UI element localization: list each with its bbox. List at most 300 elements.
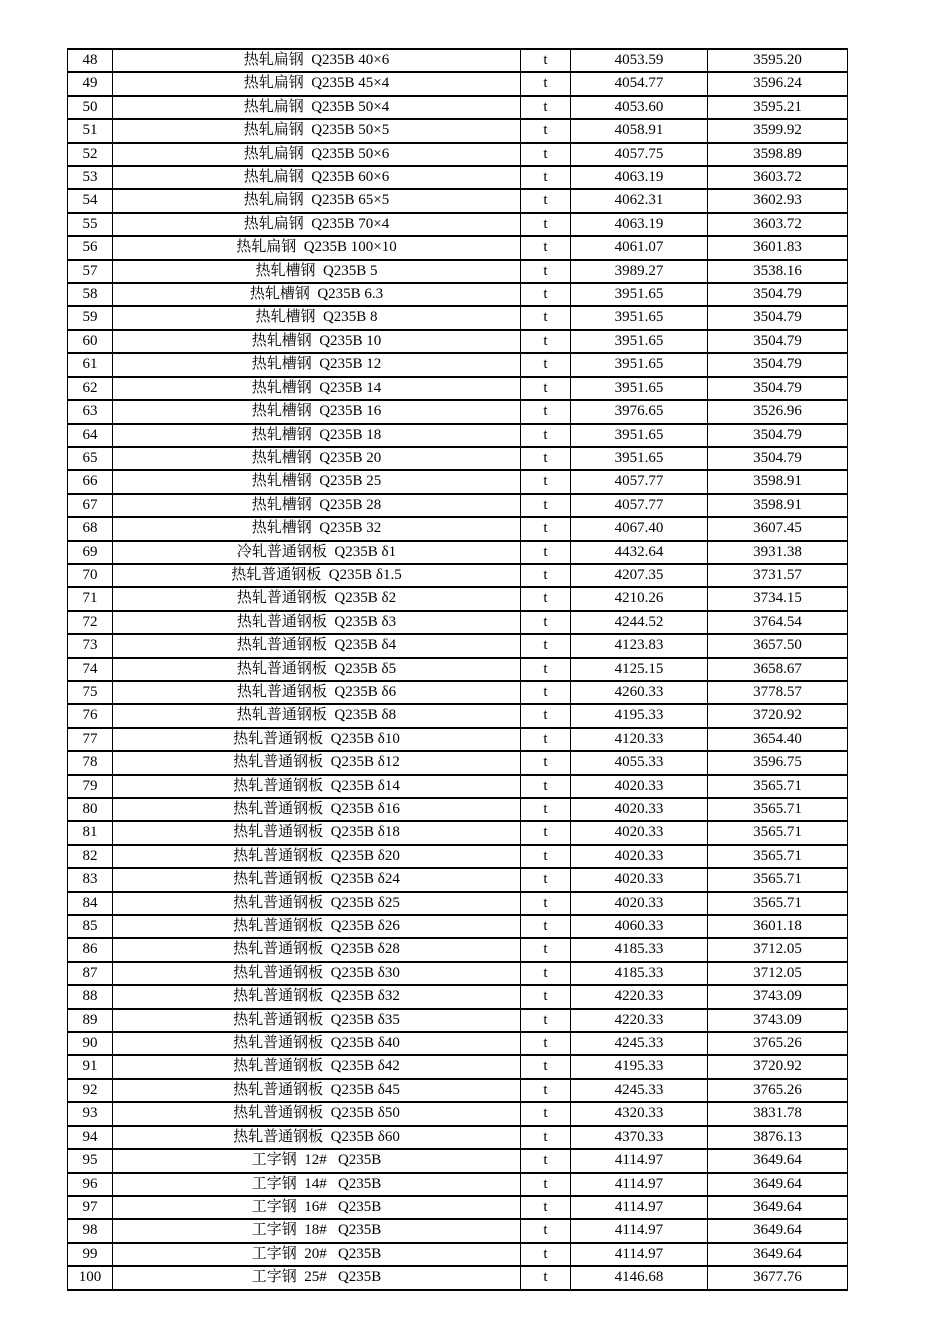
table-row bbox=[68, 306, 848, 329]
table-row bbox=[68, 72, 848, 95]
price-1-cell: 3951.65 bbox=[571, 283, 708, 306]
material-spec-cell: 热轧扁钢 Q235B 70×4 bbox=[113, 213, 521, 236]
row-number-cell: 90 bbox=[68, 1032, 113, 1055]
price-2-cell: 3720.92 bbox=[708, 704, 848, 727]
price-2-cell: 3734.15 bbox=[708, 587, 848, 610]
table-row bbox=[68, 1196, 848, 1219]
row-number-cell: 56 bbox=[68, 236, 113, 259]
material-spec-cell: 热轧槽钢 Q235B 5 bbox=[113, 260, 521, 283]
material-spec-cell: 热轧槽钢 Q235B 28 bbox=[113, 494, 521, 517]
table-row bbox=[68, 704, 848, 727]
row-number-cell: 69 bbox=[68, 541, 113, 564]
price-2-cell: 3565.71 bbox=[708, 798, 848, 821]
table-row bbox=[68, 377, 848, 400]
material-spec-cell: 工字钢 20# Q235B bbox=[113, 1243, 521, 1266]
row-number-cell: 71 bbox=[68, 587, 113, 610]
unit-cell: t bbox=[521, 330, 571, 353]
price-1-cell: 4220.33 bbox=[571, 985, 708, 1008]
row-number-cell: 84 bbox=[68, 892, 113, 915]
material-spec-cell: 热轧槽钢 Q235B 10 bbox=[113, 330, 521, 353]
price-2-cell: 3598.89 bbox=[708, 143, 848, 166]
price-1-cell: 4020.33 bbox=[571, 892, 708, 915]
price-2-cell: 3778.57 bbox=[708, 681, 848, 704]
price-2-cell: 3504.79 bbox=[708, 306, 848, 329]
table-row bbox=[68, 587, 848, 610]
unit-cell: t bbox=[521, 353, 571, 376]
price-2-cell: 3657.50 bbox=[708, 634, 848, 657]
price-1-cell: 3976.65 bbox=[571, 400, 708, 423]
price-1-cell: 4053.59 bbox=[571, 49, 708, 72]
row-number-cell: 98 bbox=[68, 1219, 113, 1242]
price-2-cell: 3677.76 bbox=[708, 1266, 848, 1289]
material-spec-cell: 热轧普通钢板 Q235B δ30 bbox=[113, 962, 521, 985]
row-number-cell: 65 bbox=[68, 447, 113, 470]
table-row bbox=[68, 49, 848, 72]
table-row bbox=[68, 119, 848, 142]
table-row bbox=[68, 798, 848, 821]
material-spec-cell: 热轧普通钢板 Q235B δ8 bbox=[113, 704, 521, 727]
price-table-body bbox=[68, 49, 848, 1290]
table-row bbox=[68, 915, 848, 938]
row-number-cell: 73 bbox=[68, 634, 113, 657]
material-spec-cell: 热轧普通钢板 Q235B δ2 bbox=[113, 587, 521, 610]
material-spec-cell: 工字钢 25# Q235B bbox=[113, 1266, 521, 1289]
unit-cell: t bbox=[521, 189, 571, 212]
material-spec-cell: 热轧普通钢板 Q235B δ18 bbox=[113, 821, 521, 844]
unit-cell: t bbox=[521, 1009, 571, 1032]
material-spec-cell: 热轧扁钢 Q235B 100×10 bbox=[113, 236, 521, 259]
table-row bbox=[68, 1149, 848, 1172]
row-number-cell: 87 bbox=[68, 962, 113, 985]
unit-cell: t bbox=[521, 119, 571, 142]
table-row bbox=[68, 236, 848, 259]
row-number-cell: 82 bbox=[68, 845, 113, 868]
row-number-cell: 94 bbox=[68, 1126, 113, 1149]
price-1-cell: 4260.33 bbox=[571, 681, 708, 704]
price-2-cell: 3598.91 bbox=[708, 470, 848, 493]
row-number-cell: 58 bbox=[68, 283, 113, 306]
unit-cell: t bbox=[521, 72, 571, 95]
unit-cell: t bbox=[521, 962, 571, 985]
table-row bbox=[68, 283, 848, 306]
price-2-cell: 3764.54 bbox=[708, 611, 848, 634]
table-row bbox=[68, 564, 848, 587]
price-2-cell: 3601.83 bbox=[708, 236, 848, 259]
material-spec-cell: 热轧普通钢板 Q235B δ16 bbox=[113, 798, 521, 821]
price-2-cell: 3712.05 bbox=[708, 938, 848, 961]
row-number-cell: 77 bbox=[68, 728, 113, 751]
price-2-cell: 3565.71 bbox=[708, 775, 848, 798]
price-1-cell: 4057.75 bbox=[571, 143, 708, 166]
price-2-cell: 3504.79 bbox=[708, 424, 848, 447]
table-row bbox=[68, 634, 848, 657]
price-2-cell: 3504.79 bbox=[708, 283, 848, 306]
price-1-cell: 4114.97 bbox=[571, 1173, 708, 1196]
price-1-cell: 4125.15 bbox=[571, 658, 708, 681]
unit-cell: t bbox=[521, 447, 571, 470]
table-row bbox=[68, 658, 848, 681]
table-row bbox=[68, 821, 848, 844]
unit-cell: t bbox=[521, 166, 571, 189]
price-2-cell: 3595.21 bbox=[708, 96, 848, 119]
table-row bbox=[68, 400, 848, 423]
row-number-cell: 60 bbox=[68, 330, 113, 353]
table-row bbox=[68, 330, 848, 353]
material-spec-cell: 热轧普通钢板 Q235B δ10 bbox=[113, 728, 521, 751]
price-2-cell: 3595.20 bbox=[708, 49, 848, 72]
row-number-cell: 50 bbox=[68, 96, 113, 119]
material-spec-cell: 热轧普通钢板 Q235B δ50 bbox=[113, 1102, 521, 1125]
material-spec-cell: 热轧普通钢板 Q235B δ20 bbox=[113, 845, 521, 868]
table-row bbox=[68, 447, 848, 470]
table-row bbox=[68, 1055, 848, 1078]
price-1-cell: 4114.97 bbox=[571, 1149, 708, 1172]
unit-cell: t bbox=[521, 517, 571, 540]
row-number-cell: 91 bbox=[68, 1055, 113, 1078]
material-spec-cell: 热轧扁钢 Q235B 60×6 bbox=[113, 166, 521, 189]
unit-cell: t bbox=[521, 564, 571, 587]
unit-cell: t bbox=[521, 1243, 571, 1266]
row-number-cell: 70 bbox=[68, 564, 113, 587]
price-1-cell: 3951.65 bbox=[571, 353, 708, 376]
unit-cell: t bbox=[521, 1173, 571, 1196]
price-1-cell: 4067.40 bbox=[571, 517, 708, 540]
price-2-cell: 3602.93 bbox=[708, 189, 848, 212]
price-2-cell: 3876.13 bbox=[708, 1126, 848, 1149]
price-1-cell: 4185.33 bbox=[571, 962, 708, 985]
material-spec-cell: 热轧普通钢板 Q235B δ35 bbox=[113, 1009, 521, 1032]
price-2-cell: 3596.75 bbox=[708, 751, 848, 774]
material-spec-cell: 热轧普通钢板 Q235B δ60 bbox=[113, 1126, 521, 1149]
table-row bbox=[68, 213, 848, 236]
price-1-cell: 4114.97 bbox=[571, 1219, 708, 1242]
material-spec-cell: 热轧槽钢 Q235B 14 bbox=[113, 377, 521, 400]
price-2-cell: 3712.05 bbox=[708, 962, 848, 985]
material-spec-cell: 热轧普通钢板 Q235B δ26 bbox=[113, 915, 521, 938]
price-1-cell: 4244.52 bbox=[571, 611, 708, 634]
price-1-cell: 4053.60 bbox=[571, 96, 708, 119]
unit-cell: t bbox=[521, 470, 571, 493]
unit-cell: t bbox=[521, 798, 571, 821]
unit-cell: t bbox=[521, 306, 571, 329]
material-spec-cell: 工字钢 16# Q235B bbox=[113, 1196, 521, 1219]
row-number-cell: 96 bbox=[68, 1173, 113, 1196]
row-number-cell: 80 bbox=[68, 798, 113, 821]
price-2-cell: 3649.64 bbox=[708, 1149, 848, 1172]
price-1-cell: 4020.33 bbox=[571, 821, 708, 844]
unit-cell: t bbox=[521, 1055, 571, 1078]
price-1-cell: 4054.77 bbox=[571, 72, 708, 95]
row-number-cell: 81 bbox=[68, 821, 113, 844]
row-number-cell: 88 bbox=[68, 985, 113, 1008]
unit-cell: t bbox=[521, 704, 571, 727]
unit-cell: t bbox=[521, 1149, 571, 1172]
row-number-cell: 78 bbox=[68, 751, 113, 774]
price-1-cell: 4146.68 bbox=[571, 1266, 708, 1289]
material-spec-cell: 热轧槽钢 Q235B 16 bbox=[113, 400, 521, 423]
row-number-cell: 57 bbox=[68, 260, 113, 283]
price-1-cell: 4120.33 bbox=[571, 728, 708, 751]
price-2-cell: 3649.64 bbox=[708, 1219, 848, 1242]
table-row bbox=[68, 143, 848, 166]
table-row bbox=[68, 424, 848, 447]
row-number-cell: 64 bbox=[68, 424, 113, 447]
price-1-cell: 4320.33 bbox=[571, 1102, 708, 1125]
row-number-cell: 97 bbox=[68, 1196, 113, 1219]
price-2-cell: 3649.64 bbox=[708, 1243, 848, 1266]
material-spec-cell: 热轧普通钢板 Q235B δ12 bbox=[113, 751, 521, 774]
price-1-cell: 3989.27 bbox=[571, 260, 708, 283]
price-1-cell: 4055.33 bbox=[571, 751, 708, 774]
material-spec-cell: 工字钢 14# Q235B bbox=[113, 1173, 521, 1196]
price-2-cell: 3765.26 bbox=[708, 1032, 848, 1055]
material-spec-cell: 热轧普通钢板 Q235B δ28 bbox=[113, 938, 521, 961]
row-number-cell: 68 bbox=[68, 517, 113, 540]
price-1-cell: 3951.65 bbox=[571, 424, 708, 447]
unit-cell: t bbox=[521, 868, 571, 891]
material-spec-cell: 热轧扁钢 Q235B 50×4 bbox=[113, 96, 521, 119]
row-number-cell: 53 bbox=[68, 166, 113, 189]
unit-cell: t bbox=[521, 494, 571, 517]
price-2-cell: 3658.67 bbox=[708, 658, 848, 681]
price-1-cell: 4220.33 bbox=[571, 1009, 708, 1032]
unit-cell: t bbox=[521, 611, 571, 634]
price-2-cell: 3731.57 bbox=[708, 564, 848, 587]
unit-cell: t bbox=[521, 892, 571, 915]
material-spec-cell: 热轧普通钢板 Q235B δ45 bbox=[113, 1079, 521, 1102]
table-row bbox=[68, 775, 848, 798]
material-spec-cell: 热轧槽钢 Q235B 8 bbox=[113, 306, 521, 329]
unit-cell: t bbox=[521, 283, 571, 306]
row-number-cell: 62 bbox=[68, 377, 113, 400]
unit-cell: t bbox=[521, 915, 571, 938]
price-1-cell: 4245.33 bbox=[571, 1079, 708, 1102]
table-row bbox=[68, 260, 848, 283]
unit-cell: t bbox=[521, 587, 571, 610]
price-2-cell: 3607.45 bbox=[708, 517, 848, 540]
unit-cell: t bbox=[521, 1219, 571, 1242]
unit-cell: t bbox=[521, 1079, 571, 1102]
material-spec-cell: 热轧槽钢 Q235B 20 bbox=[113, 447, 521, 470]
price-2-cell: 3603.72 bbox=[708, 213, 848, 236]
price-1-cell: 4020.33 bbox=[571, 798, 708, 821]
price-1-cell: 4195.33 bbox=[571, 1055, 708, 1078]
price-2-cell: 3601.18 bbox=[708, 915, 848, 938]
table-row bbox=[68, 1126, 848, 1149]
price-1-cell: 4123.83 bbox=[571, 634, 708, 657]
row-number-cell: 89 bbox=[68, 1009, 113, 1032]
table-row bbox=[68, 1243, 848, 1266]
unit-cell: t bbox=[521, 845, 571, 868]
price-1-cell: 4061.07 bbox=[571, 236, 708, 259]
price-2-cell: 3504.79 bbox=[708, 447, 848, 470]
row-number-cell: 72 bbox=[68, 611, 113, 634]
table-row bbox=[68, 1266, 848, 1289]
row-number-cell: 75 bbox=[68, 681, 113, 704]
row-number-cell: 92 bbox=[68, 1079, 113, 1102]
table-row bbox=[68, 868, 848, 891]
material-spec-cell: 热轧槽钢 Q235B 18 bbox=[113, 424, 521, 447]
material-spec-cell: 热轧扁钢 Q235B 50×6 bbox=[113, 143, 521, 166]
row-number-cell: 76 bbox=[68, 704, 113, 727]
price-2-cell: 3504.79 bbox=[708, 377, 848, 400]
material-spec-cell: 热轧普通钢板 Q235B δ40 bbox=[113, 1032, 521, 1055]
table-row bbox=[68, 1219, 848, 1242]
unit-cell: t bbox=[521, 658, 571, 681]
row-number-cell: 66 bbox=[68, 470, 113, 493]
table-row bbox=[68, 166, 848, 189]
material-spec-cell: 热轧槽钢 Q235B 6.3 bbox=[113, 283, 521, 306]
row-number-cell: 83 bbox=[68, 868, 113, 891]
price-1-cell: 4020.33 bbox=[571, 775, 708, 798]
material-spec-cell: 热轧槽钢 Q235B 12 bbox=[113, 353, 521, 376]
unit-cell: t bbox=[521, 938, 571, 961]
table-row bbox=[68, 189, 848, 212]
row-number-cell: 51 bbox=[68, 119, 113, 142]
unit-cell: t bbox=[521, 728, 571, 751]
row-number-cell: 54 bbox=[68, 189, 113, 212]
price-1-cell: 4245.33 bbox=[571, 1032, 708, 1055]
material-spec-cell: 热轧普通钢板 Q235B δ14 bbox=[113, 775, 521, 798]
material-spec-cell: 工字钢 12# Q235B bbox=[113, 1149, 521, 1172]
price-1-cell: 4060.33 bbox=[571, 915, 708, 938]
price-table bbox=[67, 48, 848, 1291]
row-number-cell: 63 bbox=[68, 400, 113, 423]
table-row bbox=[68, 611, 848, 634]
table-row bbox=[68, 845, 848, 868]
price-1-cell: 4370.33 bbox=[571, 1126, 708, 1149]
table-row bbox=[68, 470, 848, 493]
unit-cell: t bbox=[521, 213, 571, 236]
row-number-cell: 85 bbox=[68, 915, 113, 938]
unit-cell: t bbox=[521, 49, 571, 72]
price-2-cell: 3565.71 bbox=[708, 868, 848, 891]
row-number-cell: 99 bbox=[68, 1243, 113, 1266]
unit-cell: t bbox=[521, 634, 571, 657]
price-2-cell: 3596.24 bbox=[708, 72, 848, 95]
material-spec-cell: 热轧普通钢板 Q235B δ42 bbox=[113, 1055, 521, 1078]
price-2-cell: 3603.72 bbox=[708, 166, 848, 189]
price-2-cell: 3565.71 bbox=[708, 845, 848, 868]
unit-cell: t bbox=[521, 377, 571, 400]
price-1-cell: 4195.33 bbox=[571, 704, 708, 727]
material-spec-cell: 热轧普通钢板 Q235B δ4 bbox=[113, 634, 521, 657]
row-number-cell: 61 bbox=[68, 353, 113, 376]
price-1-cell: 3951.65 bbox=[571, 377, 708, 400]
material-spec-cell: 热轧普通钢板 Q235B δ5 bbox=[113, 658, 521, 681]
unit-cell: t bbox=[521, 1102, 571, 1125]
table-row bbox=[68, 985, 848, 1008]
price-1-cell: 4063.19 bbox=[571, 213, 708, 236]
unit-cell: t bbox=[521, 751, 571, 774]
unit-cell: t bbox=[521, 821, 571, 844]
unit-cell: t bbox=[521, 681, 571, 704]
table-row bbox=[68, 1009, 848, 1032]
unit-cell: t bbox=[521, 96, 571, 119]
price-1-cell: 3951.65 bbox=[571, 330, 708, 353]
price-1-cell: 3951.65 bbox=[571, 447, 708, 470]
unit-cell: t bbox=[521, 541, 571, 564]
table-row bbox=[68, 751, 848, 774]
price-1-cell: 4210.26 bbox=[571, 587, 708, 610]
table-row bbox=[68, 541, 848, 564]
material-spec-cell: 热轧普通钢板 Q235B δ25 bbox=[113, 892, 521, 915]
material-spec-cell: 热轧普通钢板 Q235B δ1.5 bbox=[113, 564, 521, 587]
price-1-cell: 4020.33 bbox=[571, 868, 708, 891]
price-1-cell: 4207.35 bbox=[571, 564, 708, 587]
table-row bbox=[68, 494, 848, 517]
price-2-cell: 3649.64 bbox=[708, 1196, 848, 1219]
table-row bbox=[68, 1079, 848, 1102]
unit-cell: t bbox=[521, 400, 571, 423]
price-2-cell: 3504.79 bbox=[708, 353, 848, 376]
unit-cell: t bbox=[521, 143, 571, 166]
unit-cell: t bbox=[521, 260, 571, 283]
table-row bbox=[68, 728, 848, 751]
price-1-cell: 4063.19 bbox=[571, 166, 708, 189]
price-2-cell: 3538.16 bbox=[708, 260, 848, 283]
price-1-cell: 4432.64 bbox=[571, 541, 708, 564]
table-row bbox=[68, 1102, 848, 1125]
unit-cell: t bbox=[521, 1266, 571, 1289]
row-number-cell: 74 bbox=[68, 658, 113, 681]
price-1-cell: 4058.91 bbox=[571, 119, 708, 142]
price-1-cell: 4020.33 bbox=[571, 845, 708, 868]
price-2-cell: 3931.38 bbox=[708, 541, 848, 564]
table-row bbox=[68, 1173, 848, 1196]
price-2-cell: 3565.71 bbox=[708, 821, 848, 844]
row-number-cell: 100 bbox=[68, 1266, 113, 1289]
row-number-cell: 55 bbox=[68, 213, 113, 236]
unit-cell: t bbox=[521, 1126, 571, 1149]
row-number-cell: 79 bbox=[68, 775, 113, 798]
table-row bbox=[68, 681, 848, 704]
price-2-cell: 3504.79 bbox=[708, 330, 848, 353]
price-1-cell: 4057.77 bbox=[571, 470, 708, 493]
price-2-cell: 3654.40 bbox=[708, 728, 848, 751]
unit-cell: t bbox=[521, 1196, 571, 1219]
row-number-cell: 67 bbox=[68, 494, 113, 517]
material-spec-cell: 热轧扁钢 Q235B 50×5 bbox=[113, 119, 521, 142]
price-2-cell: 3565.71 bbox=[708, 892, 848, 915]
unit-cell: t bbox=[521, 985, 571, 1008]
row-number-cell: 52 bbox=[68, 143, 113, 166]
table-row bbox=[68, 1032, 848, 1055]
material-spec-cell: 热轧扁钢 Q235B 45×4 bbox=[113, 72, 521, 95]
price-1-cell: 4057.77 bbox=[571, 494, 708, 517]
price-2-cell: 3743.09 bbox=[708, 1009, 848, 1032]
row-number-cell: 93 bbox=[68, 1102, 113, 1125]
material-spec-cell: 工字钢 18# Q235B bbox=[113, 1219, 521, 1242]
row-number-cell: 48 bbox=[68, 49, 113, 72]
price-1-cell: 4114.97 bbox=[571, 1243, 708, 1266]
unit-cell: t bbox=[521, 775, 571, 798]
table-row bbox=[68, 96, 848, 119]
row-number-cell: 95 bbox=[68, 1149, 113, 1172]
table-row bbox=[68, 892, 848, 915]
material-spec-cell: 热轧扁钢 Q235B 65×5 bbox=[113, 189, 521, 212]
price-2-cell: 3649.64 bbox=[708, 1173, 848, 1196]
price-2-cell: 3720.92 bbox=[708, 1055, 848, 1078]
row-number-cell: 86 bbox=[68, 938, 113, 961]
table-row bbox=[68, 938, 848, 961]
price-2-cell: 3526.96 bbox=[708, 400, 848, 423]
material-spec-cell: 冷轧普通钢板 Q235B δ1 bbox=[113, 541, 521, 564]
unit-cell: t bbox=[521, 424, 571, 447]
material-spec-cell: 热轧普通钢板 Q235B δ24 bbox=[113, 868, 521, 891]
table-row bbox=[68, 962, 848, 985]
price-1-cell: 3951.65 bbox=[571, 306, 708, 329]
